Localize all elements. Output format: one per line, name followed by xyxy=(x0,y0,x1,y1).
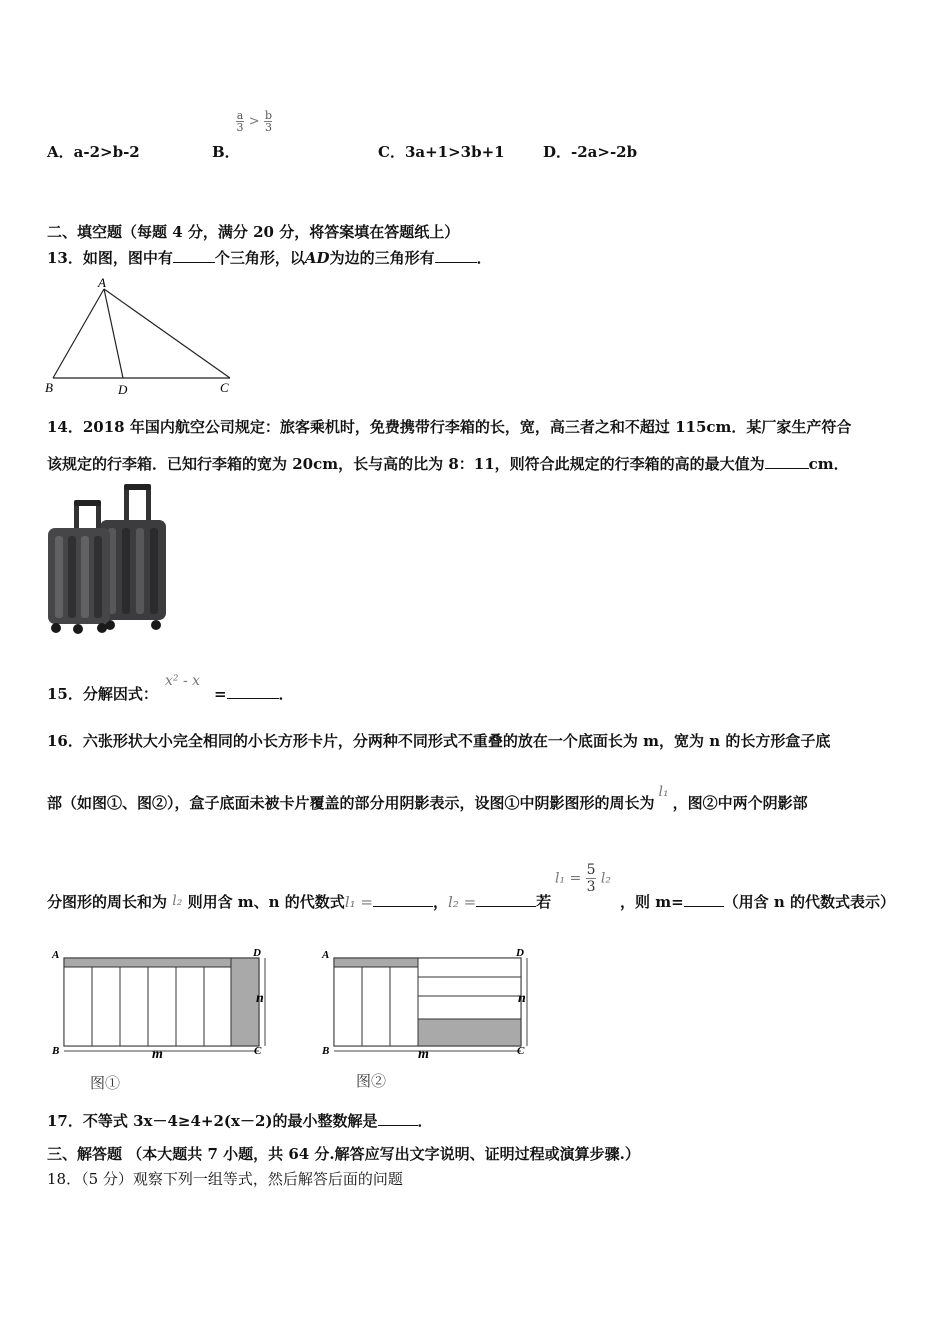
svg-text:B: B xyxy=(52,1045,60,1057)
vertex-d-label: D xyxy=(118,382,128,397)
svg-text:D: D xyxy=(516,947,524,959)
section-2-heading: 二、填空题（每题 4 分，满分 20 分，将答案填在答题纸上） xyxy=(47,223,460,241)
option-a: A．a-2>b-2 xyxy=(47,143,140,161)
figure-2 xyxy=(318,944,558,1094)
question-15-expression: x² - x xyxy=(165,673,201,689)
question-16-ratio-formula: l₁ = $\frac{5}{3}$ l₂ xyxy=(555,862,611,895)
question-14-line-2: 该规定的行李箱．已知行李箱的宽为 20cm，长与高的比为 8：11，则符合此规定的行李箱的高的最大值为 cm． xyxy=(47,455,849,473)
svg-text:m: m xyxy=(418,1047,429,1062)
svg-text:C: C xyxy=(254,1045,262,1057)
question-16-line-2: 部（如图①、图②），盒子底面未被卡片覆盖的部分用阴影表示，设图①中阴影图形的周长为l₁，图②中两个阴影部 xyxy=(47,784,808,812)
question-16-line-3-end: ，则 m= （用含 n 的代数式表示） xyxy=(620,893,896,911)
triangle-figure xyxy=(40,275,240,400)
luggage-image xyxy=(44,482,172,634)
vertex-c-label: C xyxy=(220,380,229,395)
option-c: C．3a+1>3b+1 xyxy=(378,143,505,161)
question-15: 15．分解因式： xyxy=(47,685,158,703)
figure-1-caption: 图① xyxy=(90,1075,121,1092)
section-3-heading: 三、解答题 （本大题共 7 小题，共 64 分.解答应写出文字说明、证明过程或演算步骤.） xyxy=(47,1145,640,1163)
svg-text:D: D xyxy=(253,947,261,959)
figure-1 xyxy=(44,944,284,1094)
question-14-line-1: 14．2018 年国内航空公司规定：旅客乘机时，免费携带行李箱的长，宽，高三者之和不超过 115cm．某厂家生产符合 xyxy=(47,418,852,436)
question-17: 17．不等式 3x－4≥4+2(x－2)的最小整数解是 ． xyxy=(47,1112,433,1130)
figure-2-caption: 图② xyxy=(356,1073,387,1090)
option-b-label: B． xyxy=(212,143,240,161)
vertex-b-label: B xyxy=(45,380,53,395)
question-18: 18．（5 分）观察下列一组等式，然后解答后面的问题 xyxy=(47,1170,403,1188)
vertex-a-label: A xyxy=(98,275,106,290)
svg-text:m: m xyxy=(152,1047,163,1062)
svg-text:n: n xyxy=(518,991,526,1006)
option-b-formula: $\frac{a}{3}$ > $\frac{b}{3}$ xyxy=(236,109,272,134)
svg-text:C: C xyxy=(517,1045,525,1057)
question-16-line-1: 16．六张形状大小完全相同的小长方形卡片，分两种不同形式不重叠的放在一个底面长为 m，宽为 n 的长方形盒子底 xyxy=(47,732,831,750)
svg-text:n: n xyxy=(256,991,264,1006)
question-16-line-3: 分图形的周长和为 l₂ 则用含 m、n 的代数式l₁ = ，l₂ = 若 xyxy=(47,893,552,911)
svg-text:B: B xyxy=(322,1045,330,1057)
option-d: D．-2a>-2b xyxy=(543,143,638,161)
question-15-answer: = ． xyxy=(214,685,294,703)
svg-text:A: A xyxy=(52,949,60,961)
svg-text:A: A xyxy=(322,949,330,961)
question-13: 13．如图，图中有 个三角形，以AD为边的三角形有 ． xyxy=(47,249,492,267)
